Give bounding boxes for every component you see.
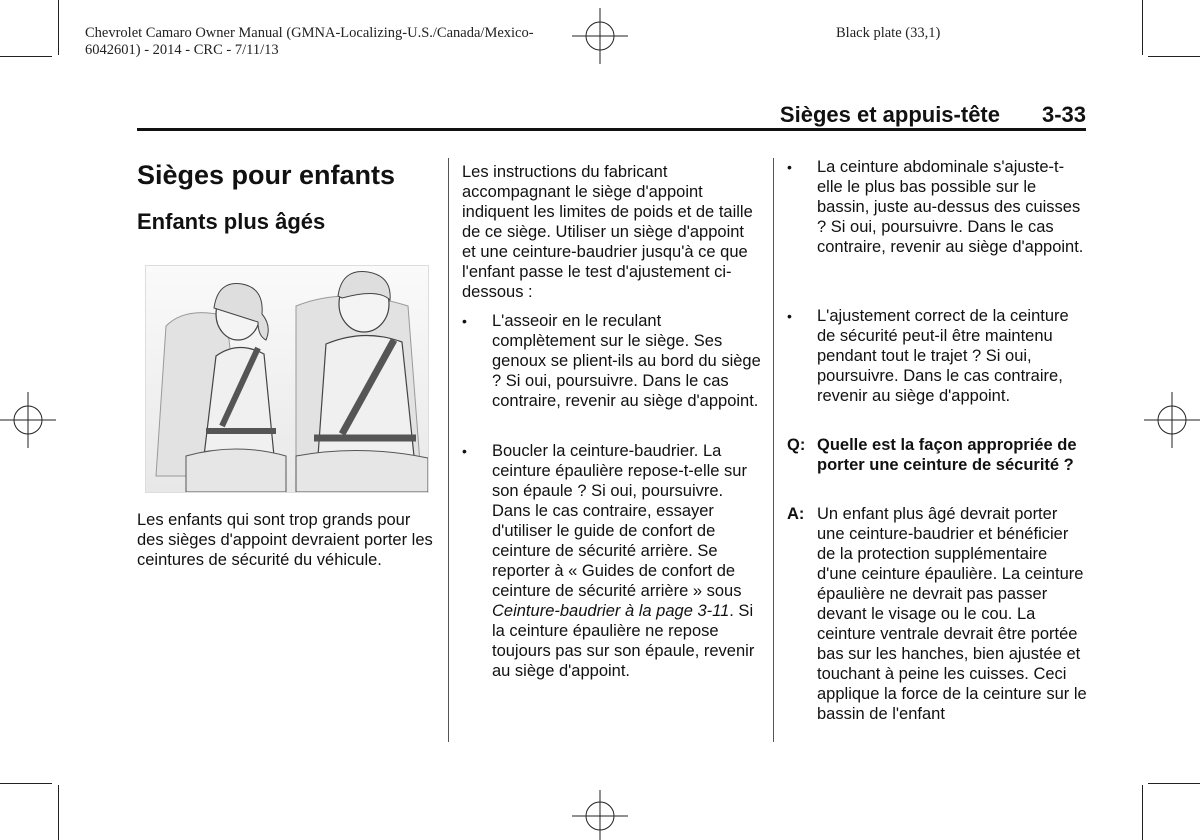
print-meta-line: Chevrolet Camaro Owner Manual (GMNA-Localizing-U.S./Canada/Mexico- — [85, 25, 534, 41]
list-item — [462, 311, 762, 411]
crop-mark — [1148, 56, 1200, 57]
list-item-text: L'ajustement correct de la ceinture de sécurité peut-il être maintenu pendant tout le trajet ? Si oui, poursuivre. Dans le cas contraire, revenir au siège d'appoint. — [817, 307, 1069, 405]
list-item — [787, 306, 1087, 406]
answer-text: Un enfant plus âgé devrait porter une ceinture-baudrier et bénéficier de la protection supplémentaire d'une ceinture épaulière. La ceinture épaulière ne devrait pas passer devant le visage ou le cou. La ceinture ventrale devrait être portée bas sur les hanches, bien ajustée et touchant à peine les cuisses. Ceci applique la force de la ceinture sur le bassin de l'enfant — [817, 505, 1087, 723]
body-paragraph: Les enfants qui sont trop grands pour des sièges d'appoint devraient porter les ceintures de sécurité du véhicule. — [137, 511, 433, 569]
column-divider — [773, 158, 774, 742]
crop-mark — [58, 785, 59, 840]
faq-answer — [787, 504, 1087, 724]
list-item-text-part: . Si la ceinture épaulière ne repose toujours pas sur son épaule, revenir au siège d'appoint. — [492, 602, 755, 680]
registration-mark-icon — [572, 8, 628, 64]
page-number: 3-33 — [1041, 102, 1086, 127]
crop-mark — [0, 56, 52, 57]
list-item — [787, 157, 1087, 257]
list-item-text: La ceinture abdominale s'ajuste-t-elle le plus bas possible sur le bassin, juste au-dessus des cuisses ? Si oui, poursuivre. Dans le cas contraire, revenir au siège d'appoint. — [817, 158, 1084, 256]
bullet-icon: • — [462, 443, 467, 459]
crop-mark — [1142, 0, 1143, 55]
children-seatbelt-illustration — [145, 265, 429, 493]
running-header-title: Sièges et appuis-tête — [779, 102, 1000, 127]
section-title: Sièges pour enfants — [137, 160, 396, 190]
column-divider — [448, 158, 449, 742]
header-rule — [137, 128, 1086, 131]
list-item-text — [492, 441, 762, 681]
print-meta-line: 6042601) - 2014 - CRC - 7/11/13 — [85, 42, 279, 58]
faq-question — [787, 435, 1087, 475]
bullet-icon: • — [462, 313, 467, 329]
question-text: Quelle est la façon appropriée de porter une ceinture de sécurité ? — [817, 436, 1077, 474]
crop-mark — [0, 783, 52, 784]
registration-mark-icon — [572, 790, 628, 840]
bullet-icon: • — [787, 159, 792, 175]
crop-mark — [1142, 785, 1143, 840]
list-item-text-part: Boucler la ceinture-baudrier. La ceinture épaulière repose-t-elle sur son épaule ? Si oui, poursuivre. Dans le cas contraire, essayer d'utiliser le guide de confort de ceinture de sécurité arrière. Se reporter à « Guides de confort de ceinture de sécurité arrière » sous — [492, 442, 747, 600]
list-item — [462, 441, 762, 681]
plate-label: Black plate (33,1) — [836, 25, 941, 41]
registration-mark-icon — [1144, 392, 1200, 448]
cross-reference: Ceinture-baudrier à la page 3-11 — [492, 602, 730, 620]
body-paragraph: Les instructions du fabricant accompagnant le siège d'appoint indiquent les limites de poids et de taille de ce siège. Utiliser un siège d'appoint et une ceinture-baudrier jusqu'à ce que l'enfant passe le test d'ajustement ci-dessous : — [462, 163, 753, 301]
registration-mark-icon — [0, 392, 56, 448]
list-item-text: L'asseoir en le reculant complètement sur le siège. Ses genoux se plient-ils au bord du siège ? Si oui, poursuivre. Dans le cas contraire, revenir au siège d'appoint. — [492, 312, 761, 410]
subsection-title: Enfants plus âgés — [137, 209, 326, 234]
answer-label: A: — [787, 505, 805, 523]
crop-mark — [1148, 783, 1200, 784]
bullet-icon: • — [787, 308, 792, 324]
crop-mark — [58, 0, 59, 55]
question-label: Q: — [787, 436, 806, 454]
